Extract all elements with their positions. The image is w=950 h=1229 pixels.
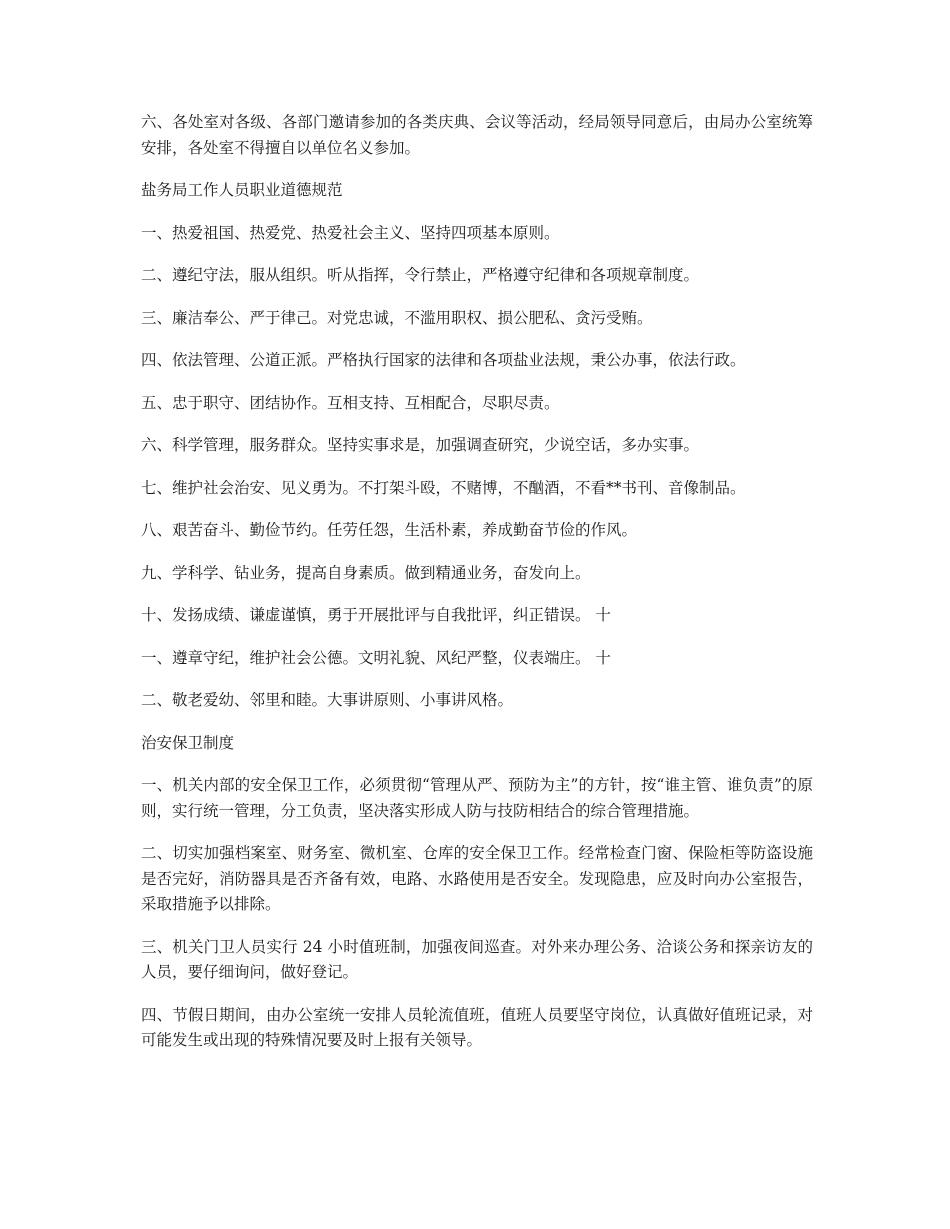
ethics-item-3: 三、廉洁奉公、严于律己。对党忠诚，不滥用职权、损公肥私、贪污受贿。	[141, 308, 653, 327]
ethics-item-4: 四、依法管理、公道正派。严格执行国家的法律和各项盐业法规，秉公办事，依法行政。	[141, 351, 746, 369]
ethics-item-6: 六、科学管理，服务群众。坚持实事求是，加强调查研究，少说空话，多办实事。	[141, 436, 700, 454]
document-body	[141, 110, 813, 1071]
ethics-item-1: 一、热爱祖国、热爱党、热爱社会主义、坚持四项基本原则。	[141, 223, 560, 242]
ethics-item-8: 八、艰苦奋斗、勤俭节约。任劳任怨，生活朴素，养成勤奋节俭的作风。	[141, 521, 638, 539]
ethics-item-10: 十、发扬成绩、谦虚谨慎，勇于开展批评与自我批评，纠正错误。 十	[141, 606, 611, 624]
security-item-1: 一、机关内部的安全保卫工作，必须贯彻“管理从严、预防为主”的方针，按“谁主管、谁负责”的原则，实行统一管理，分工负责，坚决落实形成人防与技防相结合的综合管理措施。	[141, 776, 813, 820]
ethics-item-12: 二、敬老爱幼、邻里和睦。大事讲原则、小事讲风格。	[141, 691, 514, 709]
security-item-3: 三、机关门卫人员实行 24 小时值班制，加强夜间巡查。对外来办理公务、洽谈公务和探亲访友的人员，要仔细询问，做好登记。	[141, 937, 813, 981]
ethics-item-9: 九、学科学、钻业务，提高自身素质。做到精通业务，奋发向上。	[141, 563, 591, 582]
section-title-security-rules: 治安保卫制度	[141, 733, 235, 752]
security-item-2: 二、切实加强档案室、财务室、微机室、仓库的安全保卫工作。经常检查门窗、保险柜等防盗设施是否完好，消防器具是否齐备有效，电路、水路使用是否安全。发现隐患，应及时向办公室报告，采取措施予以排除。	[141, 844, 813, 913]
ethics-item-7: 七、维护社会治安、见义勇为。不打架斗殴，不赌博，不酗酒，不看**书刊、音像制品。	[141, 478, 746, 497]
section-title-ethics-code: 盐务局工作人员职业道德规范	[141, 181, 343, 199]
ethics-item-5: 五、忠于职守、团结协作。互相支持、互相配合，尽职尽责。	[141, 393, 560, 412]
security-item-4: 四、节假日期间，由办公室统一安排人员轮流值班，值班人员要坚守岗位，认真做好值班记录，对可能发生或出现的特殊情况要及时上报有关领导。	[141, 1005, 813, 1049]
ethics-item-2: 二、遵纪守法，服从组织。听从指挥，令行禁止，严格遵守纪律和各项规章制度。	[141, 266, 700, 284]
ethics-item-11: 一、遵章守纪，维护社会公德。文明礼貌、风纪严整，仪表端庄。 十	[141, 648, 611, 667]
paragraph-item-6-activities: 六、各处室对各级、各部门邀请参加的各类庆典、会议等活动，经局领导同意后，由局办公室统筹安排，各处室不得擅自以单位名义参加。	[141, 113, 813, 157]
